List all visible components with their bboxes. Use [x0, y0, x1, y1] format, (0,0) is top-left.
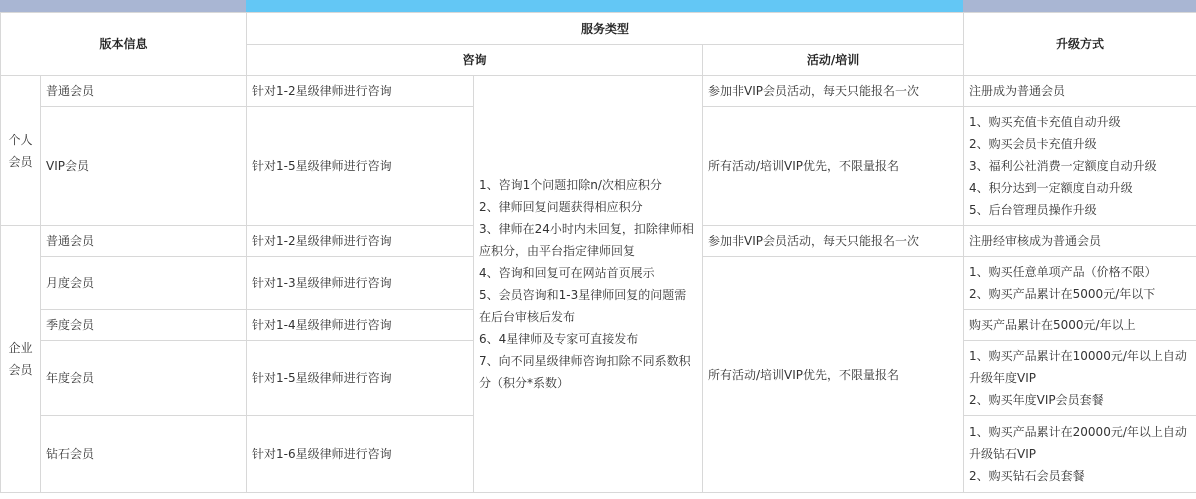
- row-upgrade: [964, 226, 1196, 257]
- row-upgrade: [964, 416, 1196, 493]
- consult-rule: 7、向不同星级律师咨询扣除不同系数积分（积分*系数）: [479, 354, 691, 390]
- row-consult: 针对1-6星级律师进行咨询: [247, 416, 474, 493]
- consult-rule: 4、咨询和回复可在网站首页展示: [479, 266, 655, 280]
- row-upgrade: [964, 107, 1196, 226]
- row-activity: 参加非VIP会员活动，每天只能报名一次: [703, 76, 964, 107]
- row-activity: 所有活动/培训VIP优先，不限量报名: [703, 107, 964, 226]
- group-personal: 个人会员: [1, 76, 41, 226]
- row-upgrade: [964, 257, 1196, 310]
- row-name: 普通会员: [41, 226, 247, 257]
- row-name: 月度会员: [41, 257, 247, 310]
- upgrade-item: 1、购买充值卡充值自动升级: [969, 115, 1121, 129]
- top-bar-left: [0, 0, 246, 12]
- row-upgrade: [964, 76, 1196, 107]
- header-upgrade: 升级方式: [964, 13, 1196, 76]
- top-bar-center: [246, 0, 963, 12]
- row-upgrade: [964, 310, 1196, 341]
- enterprise-activity: 所有活动/培训VIP优先，不限量报名: [703, 257, 964, 493]
- row-consult: 针对1-2星级律师进行咨询: [247, 76, 474, 107]
- upgrade-item: 2、购买年度VIP会员套餐: [969, 393, 1104, 407]
- upgrade-item: 1、购买产品累计在10000元/年以上自动升级年度VIP: [969, 349, 1187, 385]
- upgrade-item: 注册经审核成为普通会员: [969, 234, 1102, 248]
- consult-rule: 6、4星律师及专家可直接发布: [479, 332, 639, 346]
- upgrade-item: 1、购买任意单项产品（价格不限）: [969, 265, 1157, 279]
- row-consult: 针对1-5星级律师进行咨询: [247, 341, 474, 416]
- header-consult: 咨询: [247, 45, 703, 76]
- row-name: 钻石会员: [41, 416, 247, 493]
- upgrade-item: 3、福利公社消费一定额度自动升级: [969, 159, 1157, 173]
- row-upgrade: [964, 341, 1196, 416]
- header-version-info: 版本信息: [1, 13, 247, 76]
- row-consult: 针对1-4星级律师进行咨询: [247, 310, 474, 341]
- header-activity: 活动/培训: [703, 45, 964, 76]
- top-bar-right: [963, 0, 1196, 12]
- upgrade-item: 购买产品累计在5000元/年以上: [969, 318, 1136, 332]
- row-consult: 针对1-2星级律师进行咨询: [247, 226, 474, 257]
- row-name: 季度会员: [41, 310, 247, 341]
- consult-rules: [474, 76, 703, 493]
- consult-rule: 3、律师在24小时内未回复，扣除律师相应积分，由平台指定律师回复: [479, 222, 694, 258]
- consult-rule: 5、会员咨询和1-3星律师回复的问题需在后台审核后发布: [479, 288, 687, 324]
- header-service-type: 服务类型: [247, 13, 964, 45]
- consult-rule: 1、咨询1个问题扣除n/次相应积分: [479, 178, 662, 192]
- row-consult: 针对1-5星级律师进行咨询: [247, 107, 474, 226]
- row-name: 年度会员: [41, 341, 247, 416]
- row-name: VIP会员: [41, 107, 247, 226]
- row-name: 普通会员: [41, 76, 247, 107]
- membership-table: [0, 12, 1196, 493]
- upgrade-item: 2、购买钻石会员套餐: [969, 469, 1085, 483]
- upgrade-item: 5、后台管理员操作升级: [969, 203, 1097, 217]
- upgrade-item: 4、积分达到一定额度自动升级: [969, 181, 1133, 195]
- row-consult: 针对1-3星级律师进行咨询: [247, 257, 474, 310]
- group-enterprise: 企业会员: [1, 226, 41, 493]
- upgrade-item: 注册成为普通会员: [969, 84, 1066, 98]
- upgrade-item: 2、购买会员卡充值升级: [969, 137, 1097, 151]
- row-activity: 参加非VIP会员活动，每天只能报名一次: [703, 226, 964, 257]
- upgrade-item: 1、购买产品累计在20000元/年以上自动升级钻石VIP: [969, 425, 1187, 461]
- upgrade-item: 2、购买产品累计在5000元/年以下: [969, 287, 1156, 301]
- consult-rule: 2、律师回复问题获得相应积分: [479, 200, 643, 214]
